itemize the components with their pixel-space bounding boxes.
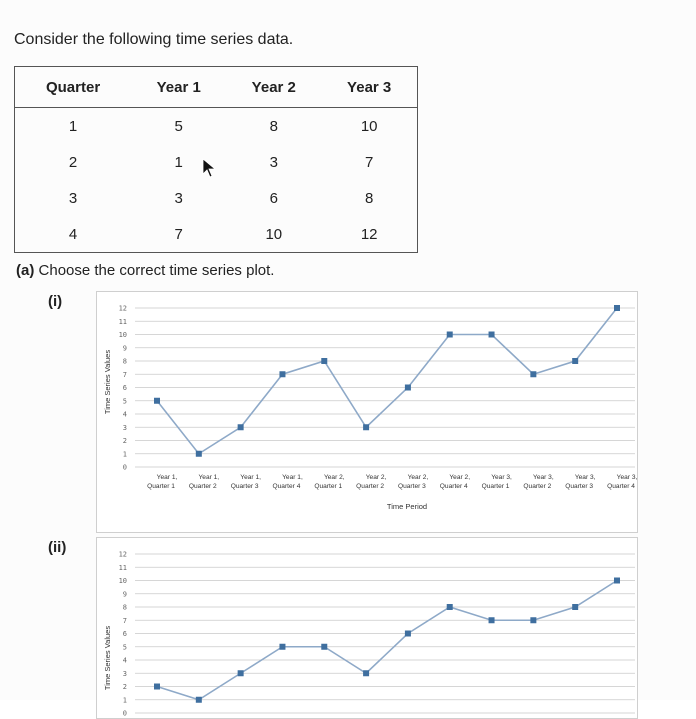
data-point [405,385,411,391]
x-tick-label: Quarter 3 [565,483,594,490]
x-tick-label: Year 1, [282,474,303,481]
table-cell: 3 [68,189,78,207]
option-label-i: (i) [48,293,63,310]
y-tick-label: 4 [122,410,127,419]
table-cell: 4 [68,225,78,243]
y-tick-label: 6 [122,630,127,638]
x-tick-label: Year 1, [156,474,178,481]
y-tick-label: 6 [122,384,127,392]
arrow-pointer-icon [202,158,216,178]
y-tick-label: 1 [122,696,127,705]
y-tick-label: 11 [118,317,127,326]
table-cell: 3 [174,189,183,207]
option-label-ii: (ii) [48,539,67,556]
y-tick-label: 11 [118,563,127,572]
series-line [157,581,617,700]
data-point [405,631,411,637]
data-point [614,305,620,311]
y-tick-label: 10 [118,331,127,339]
y-tick-label: 3 [122,669,127,678]
data-point [489,332,495,338]
table-cell: 3 [269,153,278,171]
y-tick-label: 4 [122,656,127,665]
table-row [15,216,418,253]
question-text: Choose the correct time series plot. [38,262,275,279]
x-tick-label: Quarter 2 [523,483,552,490]
y-tick-label: 0 [122,463,127,472]
x-tick-label: Quarter 1 [314,483,343,490]
table-cell: 7 [174,225,183,243]
data-point [572,604,578,610]
data-point [363,670,369,676]
x-tick-label: Year 2, [365,474,387,481]
data-point [447,604,453,610]
intro-text: Consider the following time series data. [14,31,294,48]
chart-option-i-svg [97,292,637,532]
y-tick-label: 12 [118,550,127,559]
data-point [154,684,160,690]
x-tick-label: Year 3, [574,474,596,481]
header-year-2: Year 2 [226,67,321,108]
x-tick-label: Quarter 2 [356,483,385,490]
y-axis-label: Time Series Values [103,625,112,691]
question-label: (a) [16,262,35,279]
table-cell: 8 [269,117,278,135]
data-point [363,424,369,430]
x-tick-label: Year 2, [449,474,471,481]
y-tick-label: 5 [122,397,127,406]
y-tick-label: 12 [118,304,127,313]
data-point [530,371,536,377]
y-tick-label: 5 [122,643,127,652]
y-tick-label: 8 [122,357,127,366]
table-cell: 10 [360,117,378,135]
data-point [238,670,244,676]
x-tick-label: Year 1, [240,474,261,481]
data-point [321,358,327,364]
header-year-1: Year 1 [131,67,226,108]
y-tick-label: 3 [122,423,127,432]
data-point [321,644,327,650]
y-tick-label: 10 [118,577,127,585]
y-tick-label: 9 [122,590,127,599]
x-tick-label: Quarter 4 [272,483,301,490]
x-tick-label: Quarter 1 [481,483,510,490]
table-cell: 10 [265,225,283,243]
x-tick-label: Quarter 4 [607,483,635,490]
table-cell: 6 [269,189,278,207]
data-point [238,424,244,430]
data-point [154,398,160,404]
y-tick-label: 2 [122,437,127,445]
chart-option-ii[interactable] [96,537,638,719]
y-tick-label: 8 [122,603,127,612]
x-tick-label: Year 3, [491,474,512,481]
x-tick-label: Quarter 3 [230,483,259,490]
table-row [15,144,418,180]
data-point [572,358,578,364]
table-cell: 1 [68,117,78,135]
table-cell: 2 [68,153,78,171]
data-point [196,451,202,457]
y-tick-label: 7 [122,616,127,625]
table-row [15,108,418,145]
x-tick-label: Quarter 1 [147,483,175,490]
x-tick-label: Year 3, [616,474,637,481]
y-tick-label: 1 [122,450,127,459]
time-series-table [14,66,418,253]
data-point [279,371,285,377]
chart-option-ii-svg [97,538,637,718]
x-tick-label: Quarter 4 [439,483,468,490]
y-tick-label: 2 [122,683,127,691]
x-tick-label: Year 3, [533,474,554,481]
x-tick-label: Year 2, [407,474,429,481]
table-cell: 7 [364,153,374,171]
data-point [447,332,453,338]
y-tick-label: 7 [122,370,127,379]
y-axis-label: Time Series Values [103,349,112,415]
chart-option-i[interactable] [96,291,638,533]
table-cell: 12 [360,225,378,243]
data-point [614,578,620,584]
x-axis-label: Time Period [386,502,428,511]
table-cell: 5 [174,117,183,135]
table-cell: 1 [174,153,183,171]
x-tick-label: Quarter 2 [188,483,217,490]
y-tick-label: 9 [122,344,127,353]
y-tick-label: 0 [122,709,127,718]
x-tick-label: Quarter 3 [397,483,426,490]
header-quarter: Quarter [15,67,132,108]
table-row [15,180,418,216]
data-point [279,644,285,650]
x-tick-label: Year 1, [198,474,220,481]
data-point [489,617,495,623]
data-point [530,617,536,623]
x-tick-label: Year 2, [323,474,345,481]
table-cell: 8 [364,189,374,207]
header-year-3: Year 3 [321,67,417,108]
question [16,262,274,279]
series-line [157,308,617,454]
table-header-row [15,67,418,108]
